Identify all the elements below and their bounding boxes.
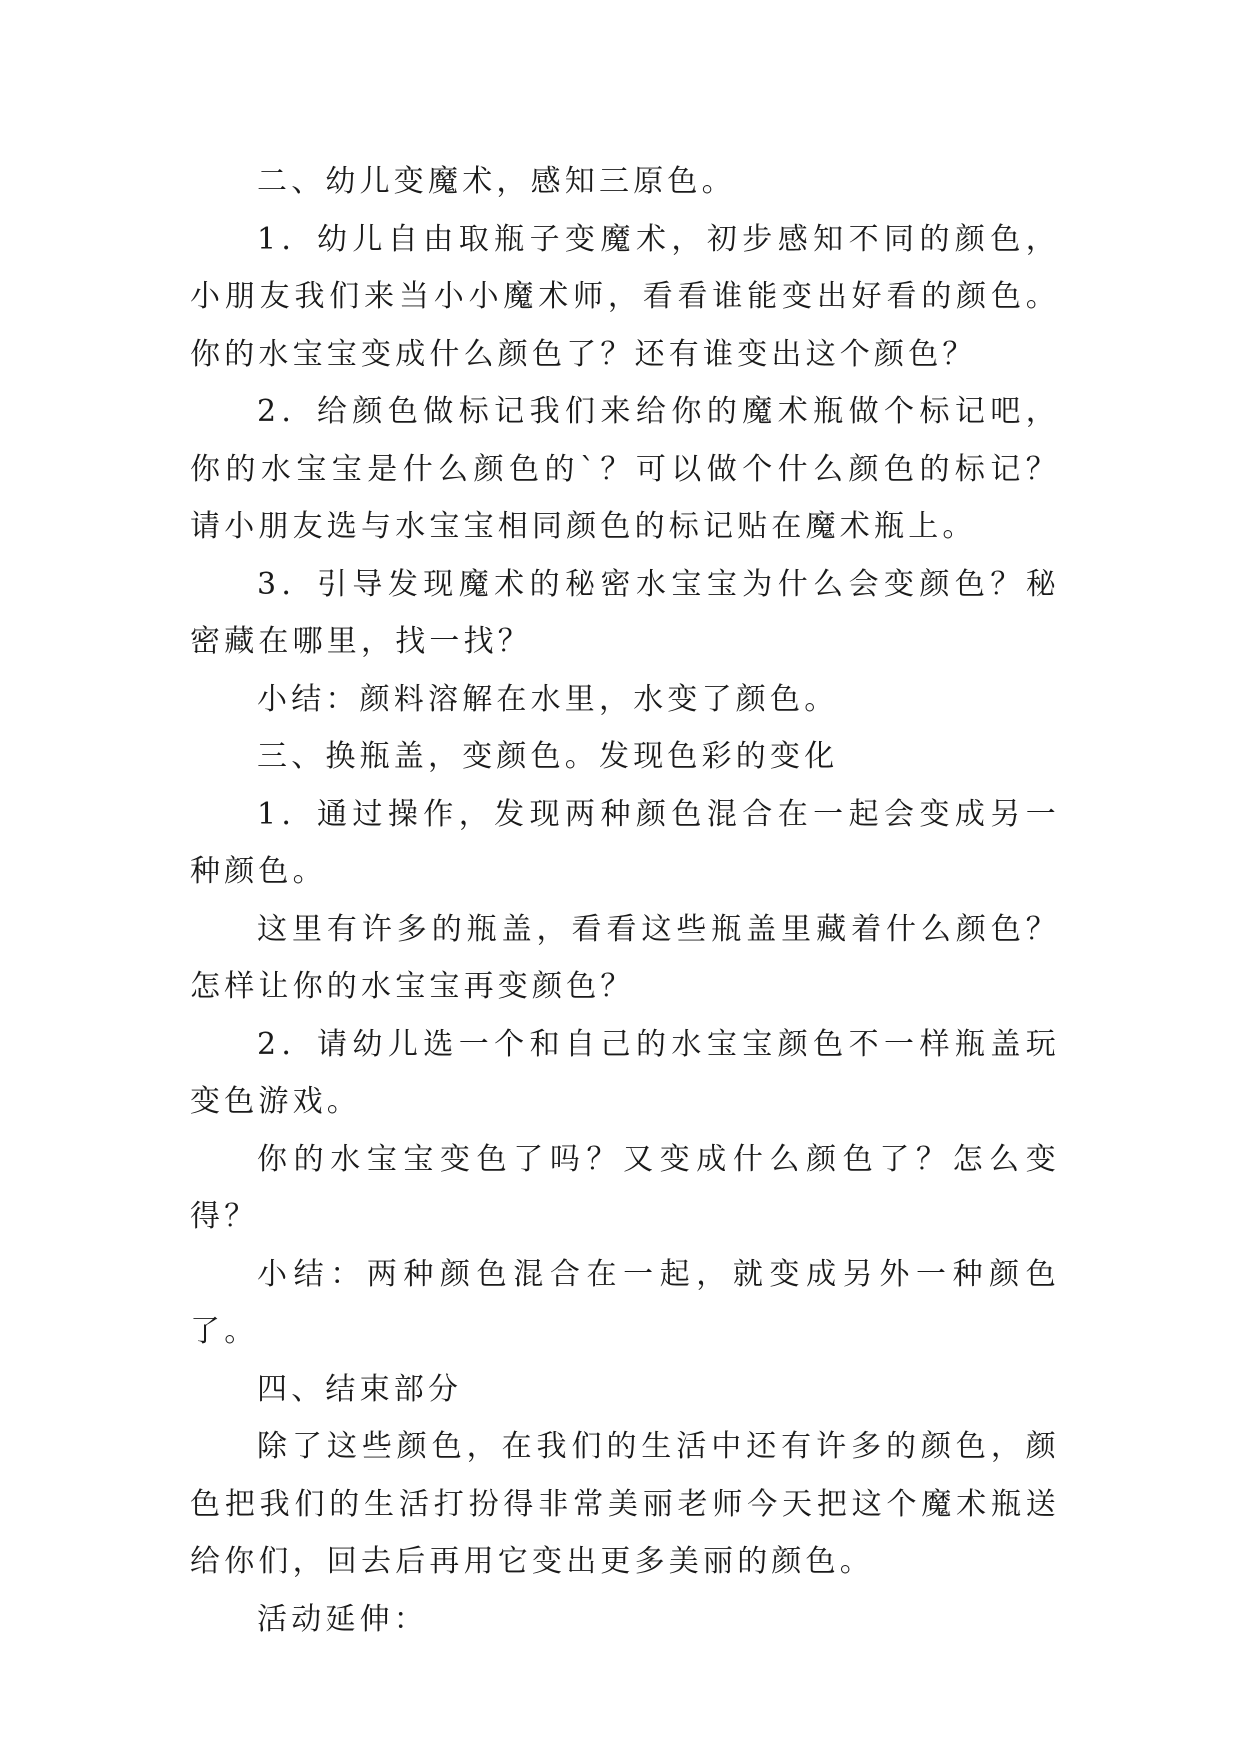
section-heading-2: 二、幼儿变魔术，感知三原色。: [257, 164, 736, 199]
paragraph-question: 你的水宝宝变色了吗？又变成什么颜色了？怎么变得？: [190, 1141, 1060, 1234]
paragraph-closing: 除了这些颜色，在我们的生活中还有许多的颜色，颜色把我们的生活打扮得非常美丽老师今天把这个魔术瓶送给你们，回去后再用它变出更多美丽的颜色。: [190, 1429, 1060, 1579]
paragraph-bottle-caps: 这里有许多的瓶盖，看看这些瓶盖里藏着什么颜色？怎样让你的水宝宝再变颜色？: [190, 911, 1060, 1004]
paragraph-summary-2: 小结：两种颜色混合在一起，就变成另外一种颜色了。: [190, 1256, 1060, 1349]
paragraph-step-3-2: 2．请幼儿选一个和自己的水宝宝颜色不一样瓶盖玩变色游戏。: [190, 1026, 1060, 1119]
paragraph-extension-heading: 活动延伸：: [257, 1601, 428, 1637]
paragraph-step-1: 1．幼儿自由取瓶子变魔术，初步感知不同的颜色，小朋友我们来当小小魔术师，看看谁能变出好看的颜色。你的水宝宝变成什么颜色了？还有谁变出这个颜色？: [190, 221, 1060, 372]
section-heading-4: 四、结束部分: [257, 1371, 463, 1407]
paragraph-step-3: 3．引导发现魔术的秘密水宝宝为什么会变颜色？秘密藏在哪里，找一找？: [190, 566, 1060, 659]
paragraph-step-3-1: 1．通过操作，发现两种颜色混合在一起会变成另一种颜色。: [190, 796, 1060, 889]
section-heading-3: 三、换瓶盖，变颜色。发现色彩的变化: [257, 739, 839, 774]
paragraph-summary-1: 小结：颜料溶解在水里，水变了颜色。: [257, 681, 839, 717]
paragraph-step-2: 2．给颜色做标记我们来给你的魔术瓶做个标记吧，你的水宝宝是什么颜色的`？可以做个什么颜色的标记？请小朋友选与水宝宝相同颜色的标记贴在魔术瓶上。: [190, 394, 1060, 544]
document-body: [190, 153, 1060, 1648]
